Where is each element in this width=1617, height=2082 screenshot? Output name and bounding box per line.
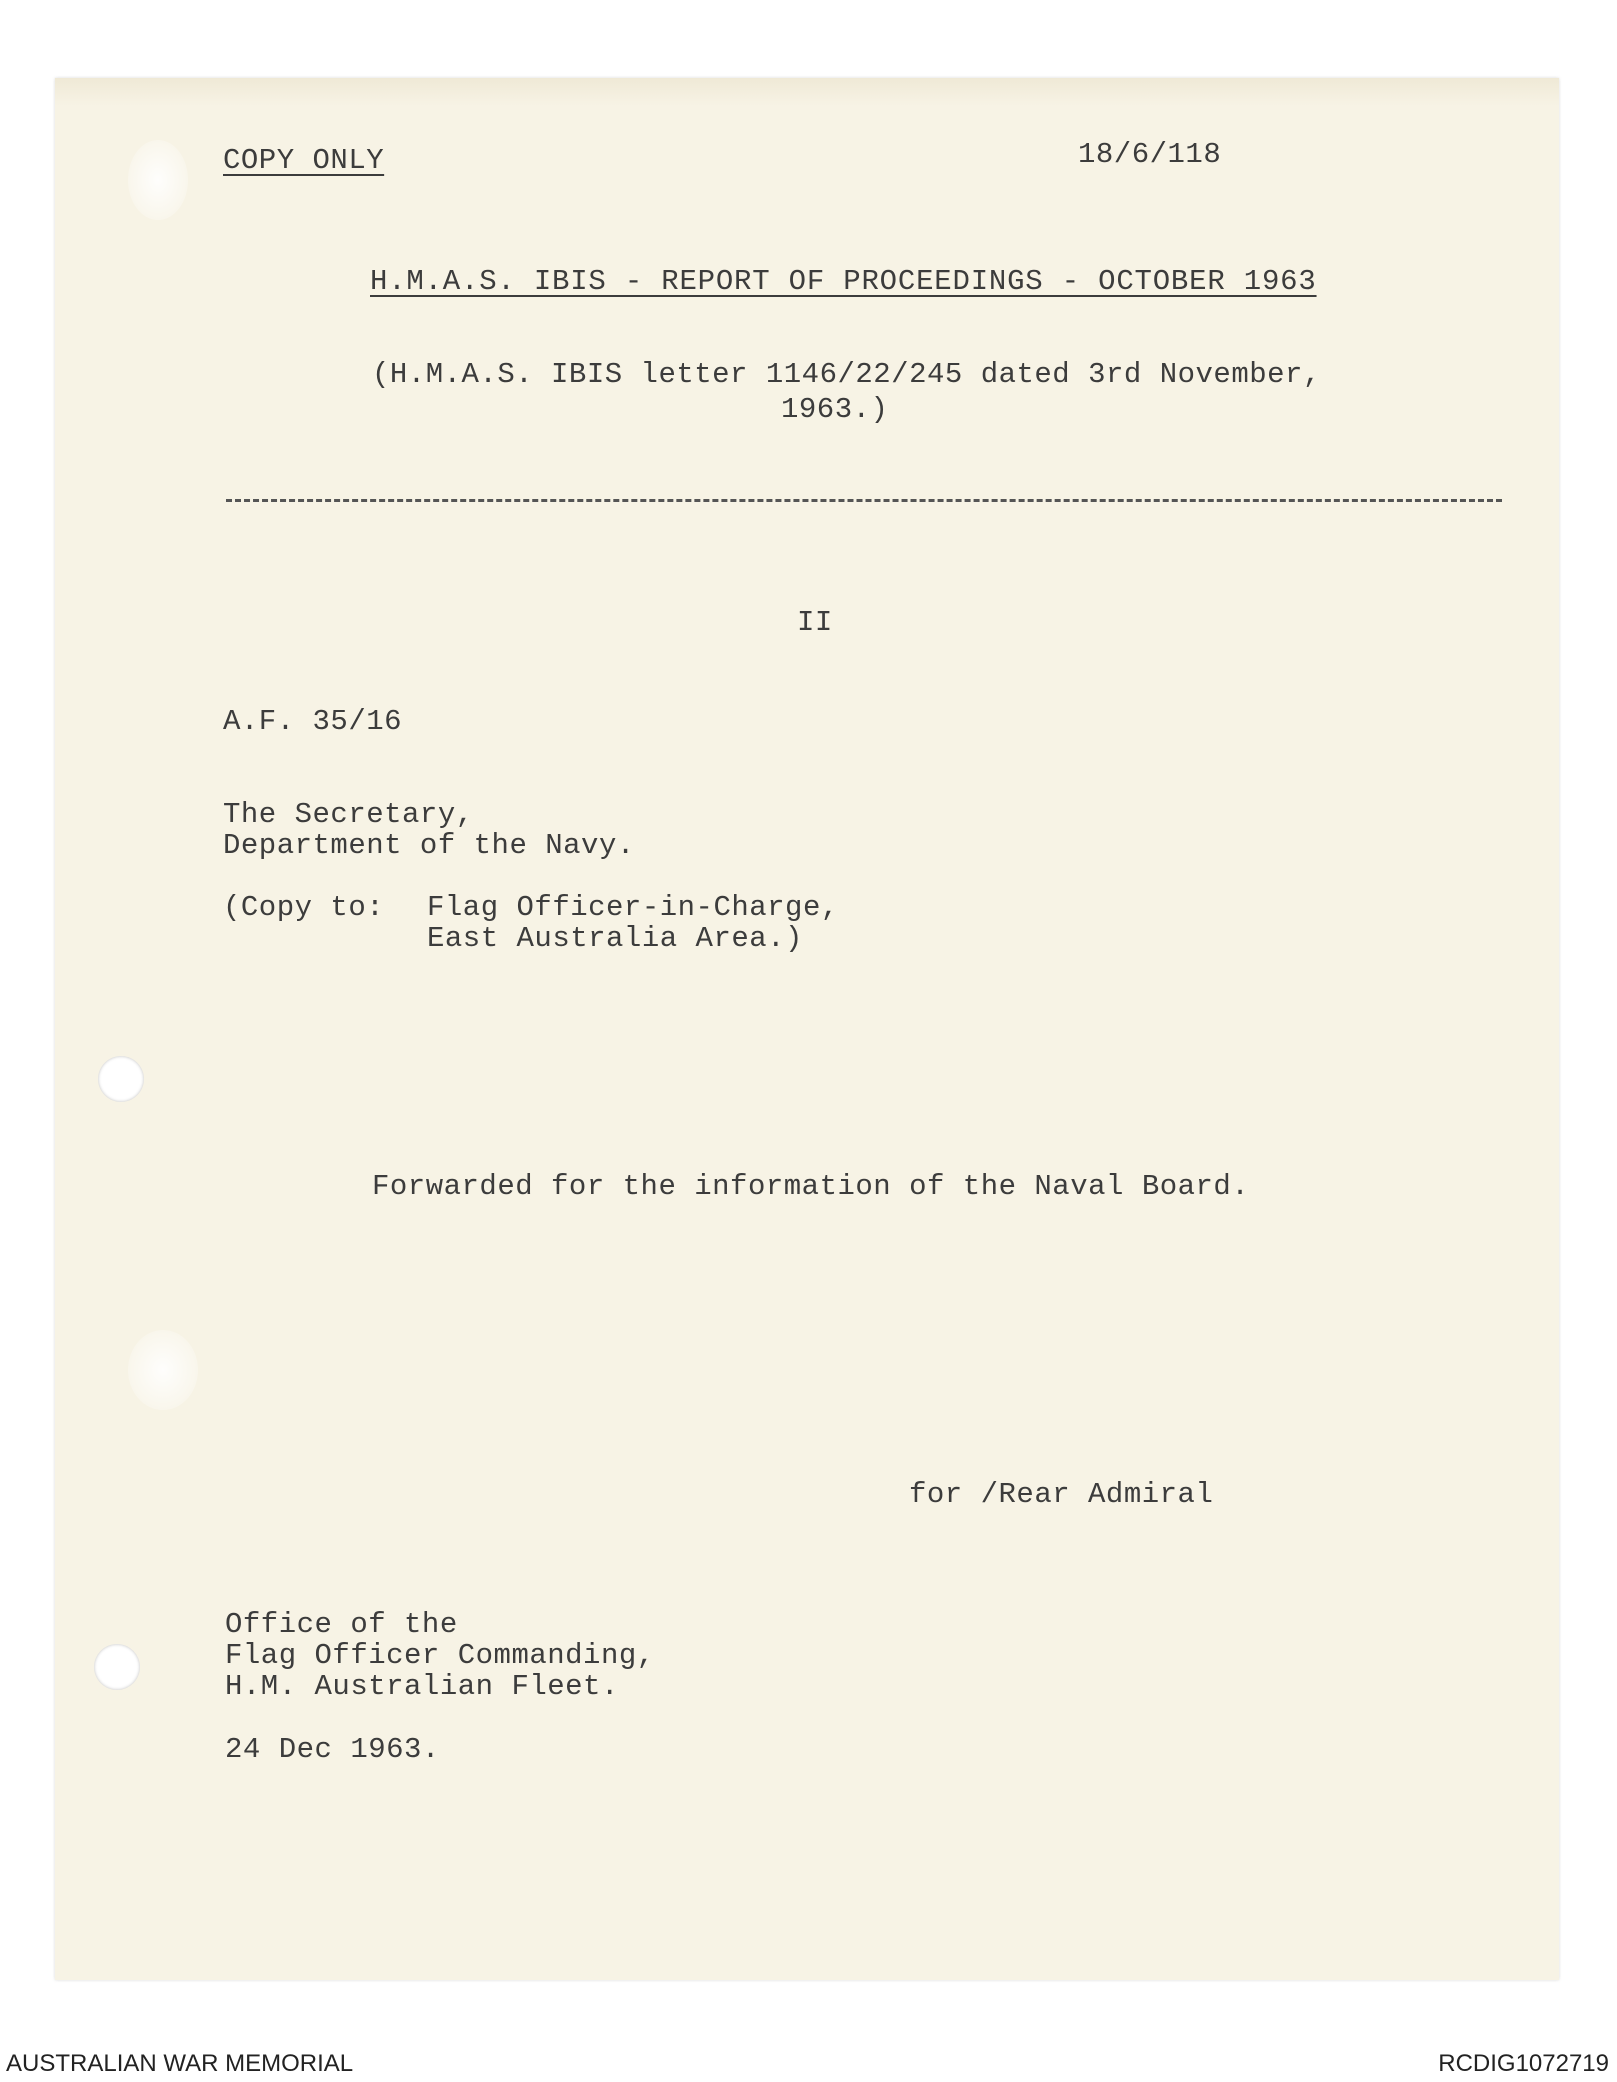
office-line-1: Office of the xyxy=(225,1608,458,1641)
page-curl-shading xyxy=(55,78,1559,106)
crease-mark xyxy=(128,140,188,220)
subtitle-line-1: (H.M.A.S. IBIS letter 1146/22/245 dated 3rd November, xyxy=(372,358,1321,391)
section-number: II xyxy=(797,606,833,639)
file-reference: 18/6/118 xyxy=(1078,138,1222,171)
punch-hole-bottom xyxy=(94,1644,140,1690)
signature-line: for /Rear Admiral xyxy=(909,1478,1214,1511)
copy-only-label: COPY ONLY xyxy=(223,144,385,177)
subtitle-line-2: 1963.) xyxy=(781,393,889,426)
document-date: 24 Dec 1963. xyxy=(225,1733,440,1766)
dashed-divider xyxy=(226,499,1502,502)
copy-to-label: (Copy to: xyxy=(223,891,385,924)
addressee-line-2: Department of the Navy. xyxy=(223,829,635,862)
addressee-line-1: The Secretary, xyxy=(223,798,474,831)
body-text: Forwarded for the information of the Naval Board. xyxy=(372,1170,1250,1203)
document-title: H.M.A.S. IBIS - REPORT OF PROCEEDINGS - OCTOBER 1963 xyxy=(370,265,1317,298)
copy-to-line-1: Flag Officer-in-Charge, xyxy=(427,891,839,924)
office-line-2: Flag Officer Commanding, xyxy=(225,1639,655,1672)
reference-number: A.F. 35/16 xyxy=(223,705,403,738)
crease-mark xyxy=(128,1330,198,1410)
copy-to-line-2: East Australia Area.) xyxy=(427,922,803,955)
punch-hole-top xyxy=(98,1056,144,1102)
footer-archive-name: AUSTRALIAN WAR MEMORIAL xyxy=(6,2050,354,2077)
office-line-3: H.M. Australian Fleet. xyxy=(225,1670,619,1703)
footer-record-id: RCDIG1072719 xyxy=(1438,2050,1609,2077)
